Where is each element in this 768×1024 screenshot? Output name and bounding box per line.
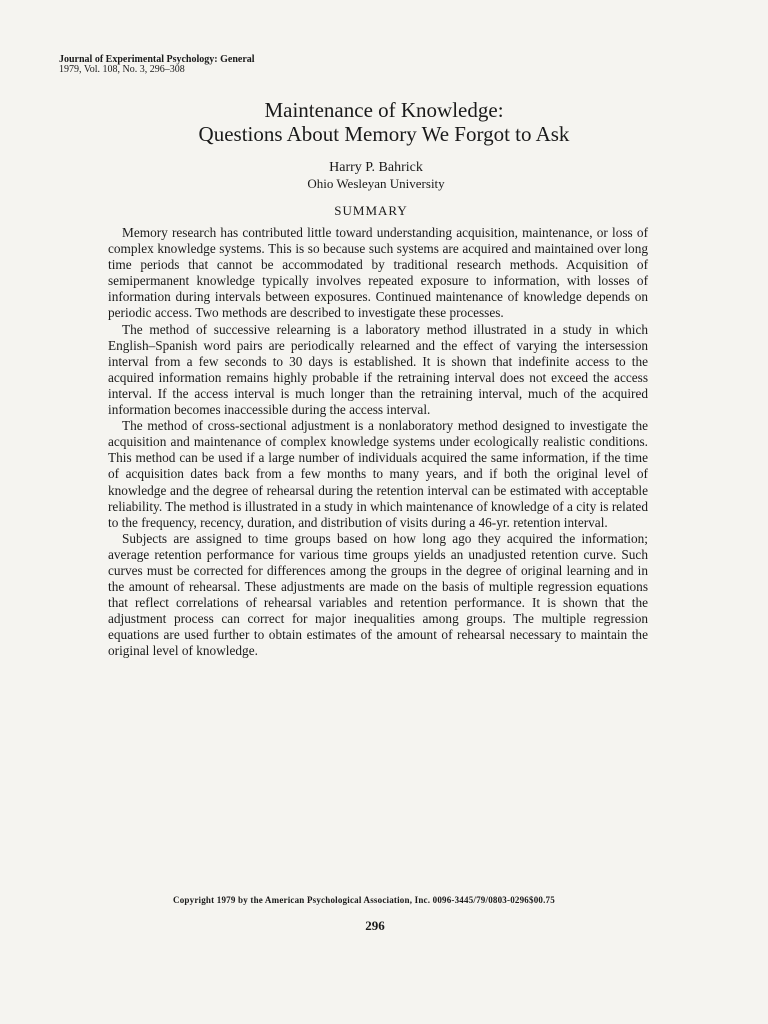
journal-name: Journal of Experimental Psychology: General: [59, 54, 255, 65]
article-title-line-1: Maintenance of Knowledge:: [264, 98, 504, 122]
paragraph: The method of cross-sectional adjustment is a nonlaboratory method designed to investigate the acquisition and maintenance of complex knowledge systems under ecologically realistic conditions. This method can be used if a large number of individuals acquired the same information, if the time of acquisition dates back from a few months to many years, and if both the original level of knowledge and the degree of rehearsal during the retention interval can be estimated with acceptable reliability. The method is illustrated in a study in which maintenance of knowledge of a city is related to the frequency, recency, duration, and distribution of visits during a 46-yr. retention interval.: [108, 418, 648, 530]
summary-body: [108, 225, 648, 660]
author-name: Harry P. Bahrick: [329, 160, 423, 175]
page-number: 296: [365, 918, 385, 933]
author-affiliation: Ohio Wesleyan University: [307, 176, 445, 191]
journal-header: [59, 55, 255, 75]
paragraph: Memory research has contributed little toward understanding acquisition, maintenance, or loss of complex knowledge systems. This is so because such systems are acquired and maintained over long time periods that cannot be accommodated by traditional research methods. Acquisition of semipermanent knowledge typically involves repeated exposure to information, with losses of information during intervals between exposures. Continued maintenance of knowledge depends on periodic access. Two methods are described to investigate these processes.: [108, 225, 648, 321]
copyright-notice: Copyright 1979 by the American Psychological Association, Inc. 0096-3445/79/0803-0296$00.75: [173, 895, 555, 905]
article-title-line-2: Questions About Memory We Forgot to Ask: [198, 122, 570, 146]
summary-heading: SUMMARY: [334, 203, 408, 218]
journal-citation: 1979, Vol. 108, No. 3, 296–308: [59, 64, 185, 75]
paragraph: Subjects are assigned to time groups based on how long ago they acquired the information; average retention performance for various time groups yields an unadjusted retention curve. Such curves must be corrected for differences among the groups in the degree of original learning and in the amount of rehearsal. These adjustments are made on the basis of multiple regression equations that reflect correlations of rehearsal variables and retention performance. It is shown that the adjustment process can correct for major inequalities among groups. The multiple regression equations are used further to obtain estimates of the amount of rehearsal necessary to maintain the original level of knowledge.: [108, 530, 648, 659]
paragraph: The method of successive relearning is a laboratory method illustrated in a study in which English–Spanish word pairs are periodically relearned and the effect of varying the intersession interval from a few seconds to 30 days is established. It is shown that indefinite access to the acquired information remains highly probable if the retraining interval does not exceed the access interval. If the access interval is much longer than the retraining interval, much of the acquired information becomes inaccessible during the access interval.: [108, 321, 648, 418]
